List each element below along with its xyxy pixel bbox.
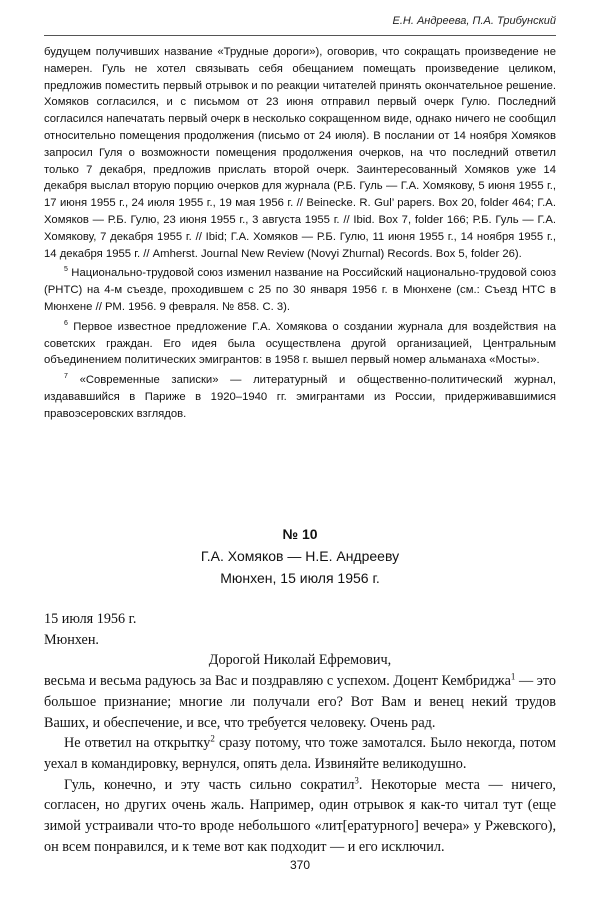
paragraph-text: сразу потому, что тоже замотался. Было некогда, потом уехал в командировку, вернулся, опять дела. Извиняйте великодушно.	[44, 735, 557, 772]
document-number: № 10	[282, 526, 318, 542]
letter-salutation: Дорогой Николай Ефремович,	[208, 652, 392, 669]
endnote-5	[44, 265, 556, 315]
endnote-number: 5	[64, 266, 68, 274]
paragraph-text: весьма и весьма радуюсь за Вас и поздравляю с успехом. Доцент Кембриджа	[44, 673, 511, 690]
endnote-6	[44, 319, 556, 369]
endnote-number: 6	[64, 319, 68, 327]
endnote-text: «Современные записки» — литературный и общественно-политический журнал, издававшийся в Париже в 1920–1940 гг. эмигрантами из России, придерживавшимися правоэсеровских взглядов.	[44, 374, 557, 420]
paragraph-text: Не ответил на открытку	[64, 735, 211, 752]
endnote-continuation: будущем получивших название «Трудные дороги»), оговорив, что сокращать произведение не намерен. Гуль не хотел связывать себя обещанием помещать произведение целиком, предложив поместить первый отрывок и по реакции читателей принять окончательное решение. Хомяков согласился, и с письмом от 23 июня отправил первый очерк Гулю. Последний согласился напечатать первый очерк в несколько сокращенном виде, однако ничего не сообщил относительно помещения продолжения (письмо от 24 июля). В послании от 14 ноября Хомяков запросил Гуля о возможности помещения продолжения очерков, на что последний ответил только 7 декабря, предложив прислать второй очерк. Заинтересованный Хомяков уже 14 декабря выслал вторую порцию очерков для журнала (Р.Б. Гуль — Г.А. Хомякову, 5 июня 1955 г., 17 июня 1955 г., 24 июля 1955 г., 19 мая 1956 г. // Beinecke. R. Gul’ papers. Box 20, folder 464; Г.А. Хомяков — Р.Б. Гулю, 23 июня 1955 г., 3 августа 1955 г. // Ibid. Box 7, folder 166; Р.Б. Гуль — Г.А. Хомякову, 7 декабря 1955 г. // Ibid; Г.А. Хомяков — Р.Б. Гулю, 11 июня 1955 г., 14 ноября 1955 г., 14 декабря 1955 г. // Amherst. Journal New Review (Novyi Zhurnal) Records. Box 5, folder 26).	[44, 46, 556, 260]
letter-paragraph-1	[44, 671, 556, 733]
footnote-ref-3: 3	[354, 774, 359, 785]
endnote-text: Национально-трудовой союз изменил название на Российский национально-трудовой союз (РНТС) на 4-м съезде, проходившем с 25 по 30 января 1956 г. в Мюнхене (см.: Съезд НТС в Мюнхене // РМ. 1956. 9 февраля. № 858. С. 3).	[44, 267, 557, 313]
endnote-text: Первое известное предложение Г.А. Хомякова о создании журнала для воздействия на советских граждан. Его идея была осуществлена другой организацией, Центральным объединением политических эмигрантов: в 1958 г. вышел первый номер альманаха «Мосты».	[44, 320, 557, 367]
document-correspondents: Г.А. Хомяков — Н.Е. Андрееву	[200, 548, 400, 564]
page-number: 370	[289, 858, 311, 872]
endnote-7	[44, 372, 556, 422]
letter-paragraph-2	[44, 733, 556, 774]
document-place-date: Мюнхен, 15 июля 1956 г.	[220, 570, 380, 586]
paragraph-text: — это большое признание; многие ли получали его? Вот Вам и венец некий трудов Ваших, и обеспечение, и все, что требуется человеку. Очень рад.	[44, 673, 556, 731]
letter-date: 15 июля 1956 г.	[44, 611, 137, 627]
endnotes-section	[44, 44, 556, 426]
paragraph-text: Гуль, конечно, и эту часть сильно сократил	[64, 776, 355, 793]
footnote-ref-2: 2	[210, 733, 215, 744]
running-head: Е.Н. Андреева, П.А. Трибунский	[392, 15, 556, 27]
paragraph-text: . Некоторые места — ничего, согласен, но других очень жаль. Например, один отрывок я как-то читал тут (еще зимой устраивали что-то вроде небольшого «лит[ературного] вечера» у Ржевского), он всем понравился, и к теме вот как подходит — и его исключил.	[44, 776, 556, 855]
document-header	[44, 523, 556, 589]
letter-place: Мюнхен.	[44, 631, 99, 648]
header-rule	[44, 35, 556, 36]
endnote-number: 7	[64, 373, 68, 381]
letter-body	[44, 609, 556, 857]
letter-paragraph-3	[44, 775, 556, 858]
footnote-ref-1: 1	[510, 671, 516, 682]
